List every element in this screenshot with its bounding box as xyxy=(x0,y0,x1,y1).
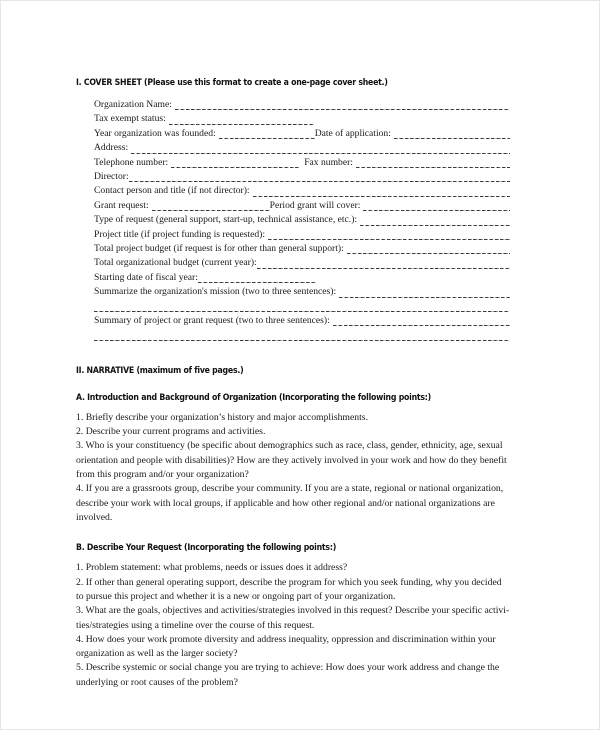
field-input-line[interactable] xyxy=(219,138,315,139)
form-row xyxy=(94,256,510,270)
field-input-line[interactable] xyxy=(198,282,316,283)
cover-sheet-fields xyxy=(94,98,510,343)
field-label: Organization Name: xyxy=(94,99,172,111)
field-input-line[interactable] xyxy=(360,225,510,226)
cover-sheet-heading: I. COVER SHEET (Please use this format to create a one-page cover sheet.) xyxy=(76,77,388,87)
list-item: 4. How does your work promote diversity and address inequality, oppression and discrimination within your organization as well as the larger society? xyxy=(76,633,496,660)
field-label: Type of request (general support, start-up, technical assistance, etc.): xyxy=(94,214,358,226)
field-input-line[interactable] xyxy=(129,181,510,182)
field-input-line[interactable] xyxy=(131,153,510,154)
field-label: Grant request: xyxy=(94,199,149,211)
form-row xyxy=(94,213,510,227)
field-label: Summary of project or grant request (two to three sentences): xyxy=(94,314,330,326)
form-row xyxy=(94,271,510,285)
field-input-line[interactable] xyxy=(169,124,315,125)
list-item: 3. Who is your constituency (be specific about demographics such as race, class, gender, ethnicity, age, sexual orientation and people with disabilities)? How are they actively involved in your work and how do they benefit from this program and/or your organization? xyxy=(76,440,507,481)
list-item: 1. Briefly describe your organization’s history and major accomplishments. xyxy=(76,411,368,423)
field-input-line[interactable] xyxy=(152,210,270,211)
subsection-a-items xyxy=(76,411,510,525)
field-label: Address: xyxy=(94,142,129,154)
field-input-line[interactable] xyxy=(268,239,510,240)
subsection-a-heading: A. Introduction and Background of Organization (Incorporating the following points:) xyxy=(76,391,432,402)
field-label: Project title (if project funding is requested): xyxy=(94,228,266,240)
field-label: Starting date of fiscal year: xyxy=(94,271,198,283)
field-input-line[interactable] xyxy=(339,297,510,298)
list-item: 2. If other than general operating support, describe the program for which you seek funding, why you decided to pursue this project and whether it is a new or ongoing part of your organization. xyxy=(76,576,502,602)
document-content xyxy=(76,77,510,690)
field-label: Telephone number: xyxy=(94,156,169,168)
form-row xyxy=(94,156,510,170)
form-row xyxy=(94,199,510,213)
field-label: Tax exempt status: xyxy=(94,113,166,125)
subsection-b-heading: B. Describe Your Request (Incorporating the following points:) xyxy=(76,542,337,553)
field-label: Year organization was founded: xyxy=(94,127,216,139)
field-label: Period grant will cover: xyxy=(269,199,361,211)
field-label: Fax number: xyxy=(304,156,353,168)
field-label: Summarize the organization's mission (two to three sentences): xyxy=(94,286,337,298)
field-input-line[interactable] xyxy=(333,325,510,326)
field-input-line[interactable] xyxy=(253,196,510,197)
subsection-b-items xyxy=(76,561,510,690)
narrative-heading: II. NARRATIVE (maximum of five pages.) xyxy=(76,364,244,375)
field-input-line[interactable] xyxy=(94,311,510,312)
field-input-line[interactable] xyxy=(394,138,510,139)
field-input-line[interactable] xyxy=(94,340,510,341)
field-input-line[interactable] xyxy=(356,167,510,168)
field-input-line[interactable] xyxy=(171,167,299,168)
form-row-continuation xyxy=(94,300,510,314)
form-row xyxy=(94,242,510,256)
field-label: Director: xyxy=(94,171,129,183)
field-label: Date of application: xyxy=(314,127,391,139)
form-row xyxy=(94,127,510,141)
list-item: 3. What are the goals, objectives and activities/strategies involved in this request? Describe your specific activi-ties/strategies using a timeline over the course of this request. xyxy=(76,605,510,631)
field-input-line[interactable] xyxy=(363,210,510,211)
form-row xyxy=(94,285,510,299)
list-item: 5. Describe systemic or social change you are trying to achieve: How does your work address and change the underlying or root causes of the problem? xyxy=(76,662,500,688)
form-row xyxy=(94,228,510,242)
form-row xyxy=(94,112,510,126)
field-label: Total project budget (if request is for other than general support): xyxy=(94,242,344,254)
list-item: 2. Describe your current programs and activities. xyxy=(76,426,266,438)
form-row-continuation xyxy=(94,328,510,342)
field-label: Contact person and title (if not director): xyxy=(94,185,250,197)
form-row xyxy=(94,314,510,328)
form-row xyxy=(94,170,510,184)
form-row xyxy=(94,98,510,112)
form-row xyxy=(94,184,510,198)
field-label: Total organizational budget (current year): xyxy=(94,257,257,269)
form-row xyxy=(94,141,510,155)
field-input-line[interactable] xyxy=(347,253,510,254)
list-item: 1. Problem statement: what problems, needs or issues does it address? xyxy=(76,562,348,574)
list-item: 4. If you are a grassroots group, describe your community. If you are a state, regional or national organization, describe your work with local groups, if applicable and how other regional and/or national organizations are involved. xyxy=(76,483,504,523)
field-input-line[interactable] xyxy=(175,109,510,110)
field-input-line[interactable] xyxy=(257,268,510,269)
